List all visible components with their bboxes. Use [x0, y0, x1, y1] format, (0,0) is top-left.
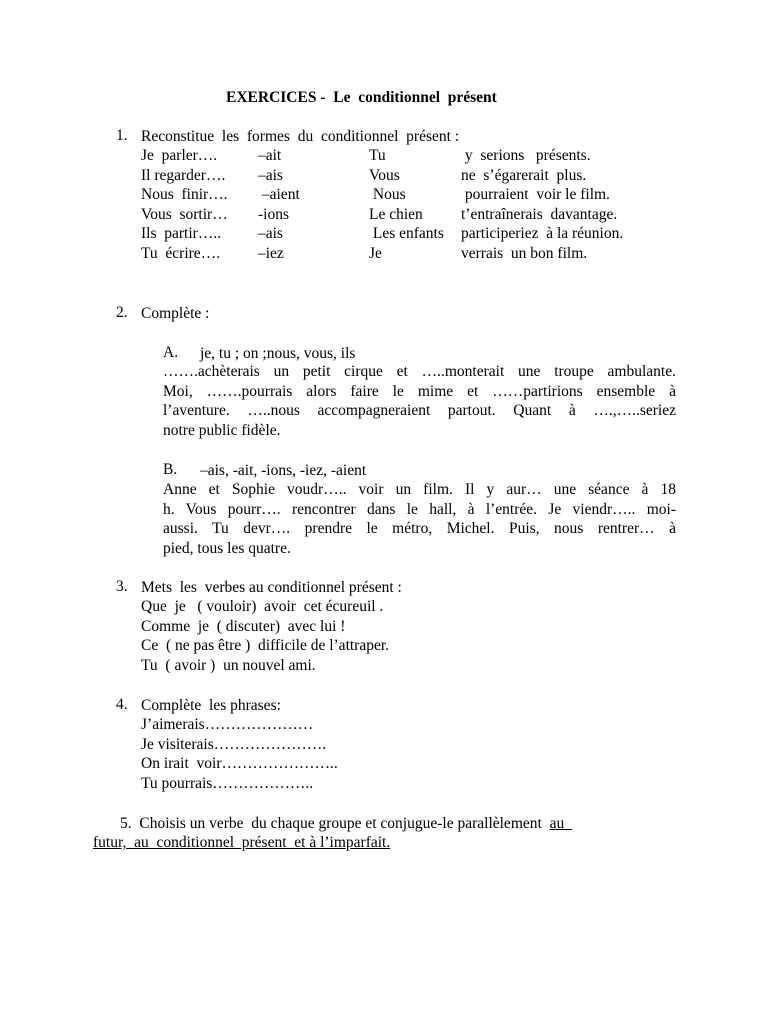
ex1-subject: Je	[369, 244, 382, 262]
ex2b-line: Anne et Sophie voudr….. voir un film. Il y aur… une séance à 18	[163, 481, 676, 498]
exercise-5-number: 5.	[120, 815, 132, 832]
exercise-1-instruction: Reconstitue les formes du conditionnel présent :	[141, 128, 460, 145]
exercise-2-instruction: Complète :	[141, 305, 210, 322]
ex2a-line: notre public fidèle.	[163, 421, 281, 439]
exercise-5-line-2: futur, au conditionnel présent et à l’imparfait.	[93, 834, 391, 851]
ex1-ending: –aient	[258, 186, 300, 204]
ex1-verb: Nous finir….	[141, 186, 228, 204]
ex2a-line: …….achèterais un petit cirque et …..monterait une troupe ambulante.	[163, 363, 676, 380]
exercise-3-lines	[141, 597, 389, 675]
ex3-line: Ce ( ne pas être ) difficile de l’attraper.	[141, 637, 390, 655]
exercise-4-number: 4.	[116, 696, 128, 713]
ex1-ending: –ait	[258, 147, 282, 164]
ex1-verb: Ils partir…..	[141, 225, 222, 243]
ex1-predicate: ne s’égarerait plus.	[461, 166, 587, 184]
exercise-2a-label: A.	[163, 344, 179, 361]
ex2b-line: aussi. Tu devr…. prendre le métro, Michel. Puis, nous rentrer… à	[163, 520, 676, 538]
exercise-2a-text	[163, 362, 676, 440]
ex1-subject: Le chien	[369, 205, 423, 223]
exercise-1-col-subjects	[369, 146, 444, 264]
exercise-5-text: Choisis un verbe du chaque groupe et conjugue-le parallèlement	[139, 815, 550, 832]
ex3-line: Que je ( vouloir) avoir cet écureuil .	[141, 598, 384, 615]
exercise-2b-label: B.	[163, 461, 178, 478]
exercise-1-col-predicates	[461, 146, 623, 264]
ex1-verb: Tu écrire….	[141, 244, 221, 262]
ex1-verb: Il regarder….	[141, 166, 226, 184]
ex1-predicate: t’entraînerais davantage.	[461, 205, 618, 223]
exercise-3-instruction: Mets les verbes au conditionnel présent :	[141, 579, 402, 596]
ex2a-line: Moi, …….pourrais alors faire le mime et ……partirions ensemble à	[163, 382, 676, 400]
exercise-2b-text	[163, 480, 676, 558]
exercise-4-lines	[141, 715, 338, 793]
ex2b-line: h. Vous pourr…. rencontrer dans le hall, à l’entrée. Je viendr….. moi-	[163, 500, 676, 518]
exercise-1-col-endings	[258, 146, 300, 264]
ex1-predicate: participeriez à la réunion.	[461, 225, 624, 243]
exercise-3-number: 3.	[116, 578, 128, 595]
exercise-5-line-1	[120, 814, 572, 833]
ex3-line: Tu ( avoir ) un nouvel ami.	[141, 656, 316, 674]
ex4-line: On irait voir…………………..	[141, 755, 338, 773]
exercise-2a-header: je, tu ; on ;nous, vous, ils	[200, 345, 356, 362]
exercise-2b-header: –ais, -ait, -ions, -iez, -aient	[200, 462, 367, 479]
ex1-verb: Vous sortir…	[141, 205, 228, 223]
exercise-1-number: 1.	[116, 127, 128, 144]
exercise-4-instruction: Complète les phrases:	[141, 697, 281, 714]
ex4-line: Je visiterais………………….	[141, 735, 327, 753]
ex1-predicate: pourraient voir le film.	[461, 186, 610, 204]
ex1-predicate: y serions présents.	[461, 147, 591, 164]
ex1-verb: Je parler….	[141, 147, 218, 164]
ex1-ending: –iez	[258, 244, 284, 262]
ex2a-line: l’aventure. …..nous accompagneraient partout. Quant à ….,…..seriez	[163, 402, 676, 420]
ex3-line: Comme je ( discuter) avec lui !	[141, 617, 346, 635]
ex1-subject: Vous	[369, 166, 400, 184]
ex2b-line: pied, tous les quatre.	[163, 539, 291, 557]
page-title: EXERCICES - Le conditionnel présent	[226, 89, 497, 106]
ex1-ending: –ais	[258, 166, 283, 184]
ex1-subject: Les enfants	[369, 225, 444, 243]
ex4-line: Tu pourrais………………..	[141, 774, 314, 792]
exercise-2-number: 2.	[116, 304, 128, 321]
exercise-1-col-verbs	[141, 146, 228, 264]
ex1-ending: –ais	[258, 225, 283, 243]
ex1-subject: Nous	[369, 186, 406, 204]
ex4-line: J’aimerais…………………	[141, 716, 314, 733]
exercise-5-underlined-start: au	[549, 815, 572, 832]
ex1-predicate: verrais un bon film.	[461, 244, 588, 262]
ex1-subject: Tu	[369, 147, 386, 164]
ex1-ending: -ions	[258, 205, 289, 223]
